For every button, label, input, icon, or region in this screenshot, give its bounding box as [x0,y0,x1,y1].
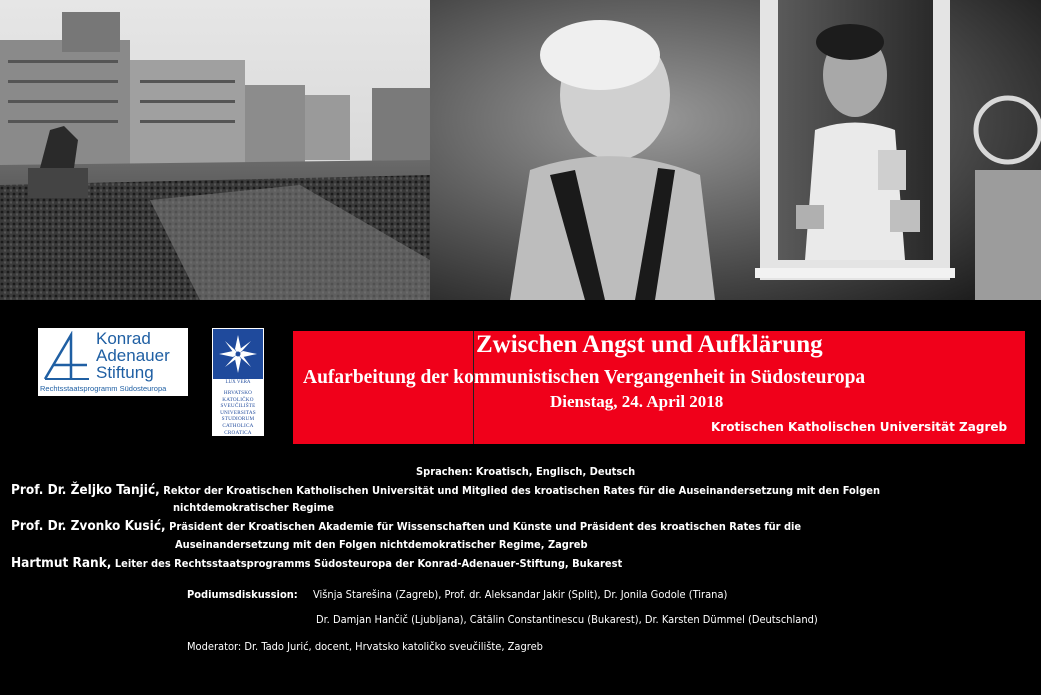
languages: Sprachen: Kroatisch, Englisch, Deutsch [416,465,636,478]
hks-logo [212,328,264,436]
hks-emblem [213,329,263,379]
kas-logo [38,328,188,396]
kas-name-line3: Stiftung [96,363,154,382]
speaker-3 [11,555,622,571]
panel-line-1: Višnja Starešina (Zagreb), Prof. dr. Aleksandar Jakir (Split), Dr. Jonila Godole (Tirana) [313,588,728,601]
kas-emblem-icon [41,331,93,383]
kas-name [96,330,170,381]
hks-name-line: CROATICA [224,429,252,436]
hks-name-line: HRVATSKO [223,390,253,396]
hks-motto: LUX VERA [225,380,251,385]
moderator: Moderator: Dr. Tado Jurić, docent, Hrvatsko katoličko sveučilište, Zagreb [187,640,543,653]
panel-label: Podiumsdiskussion: [187,588,298,601]
event-title: Zwischen Angst und Aufklärung [476,331,823,358]
event-date: Dienstag, 24. April 2018 [550,392,724,411]
star-icon [213,329,263,379]
speaker-name: Prof. Dr. Željko Tanjić, [11,482,160,498]
event-venue: Krotischen Katholischen Universität Zagreb [711,420,1008,434]
speaker-name: Hartmut Rank, [11,555,112,571]
hks-name-line: STUDIORUM [221,416,255,423]
speaker-role: Rektor der Kroatischen Katholischen Universität und Mitglied des kroatischen Rates für die Auseinandersetzung mit den Folgen [163,484,881,497]
mirror-photo [430,0,1041,300]
speaker-2-role-cont: Auseinandersetzung mit den Folgen nichtdemokratischer Regime, Zagreb [175,538,588,551]
kas-name-line2: Adenauer [96,346,170,365]
event-banner [293,331,1025,444]
hks-name [212,390,264,436]
parade-photo [0,0,430,300]
panel-line-2: Dr. Damjan Hančič (Ljubljana), Cătălin Constantinescu (Bukarest), Dr. Karsten Dümmel (Deutschland) [316,613,818,626]
hks-name-line: SVEUČILIŠTE [220,403,256,410]
hks-name-line: KATOLIČKO [222,396,254,403]
kas-name-line1: Konrad [96,329,151,348]
hks-name-line: UNIVERSITAS [220,409,256,416]
speaker-role: Leiter des Rechtsstaatsprogramms Südosteuropa der Konrad-Adenauer-Stiftung, Bukarest [114,557,623,570]
hks-name-line: CATHOLICA [222,422,254,429]
speaker-role: Präsident der Kroatischen Akademie für Wissenschaften und Künste und Präsident des kroatischen Rates für die [169,520,802,533]
event-subtitle: Aufarbeitung der kommunistischen Vergangenheit in Südosteuropa [303,367,866,388]
kas-subtitle: Rechtsstaatsprogramm Südosteuropa [40,384,167,393]
speaker-1-role-cont: nichtdemokratischer Regime [173,501,334,514]
speaker-2 [11,518,801,534]
speaker-name: Prof. Dr. Zvonko Kusić, [11,518,166,534]
speaker-1 [11,482,880,498]
